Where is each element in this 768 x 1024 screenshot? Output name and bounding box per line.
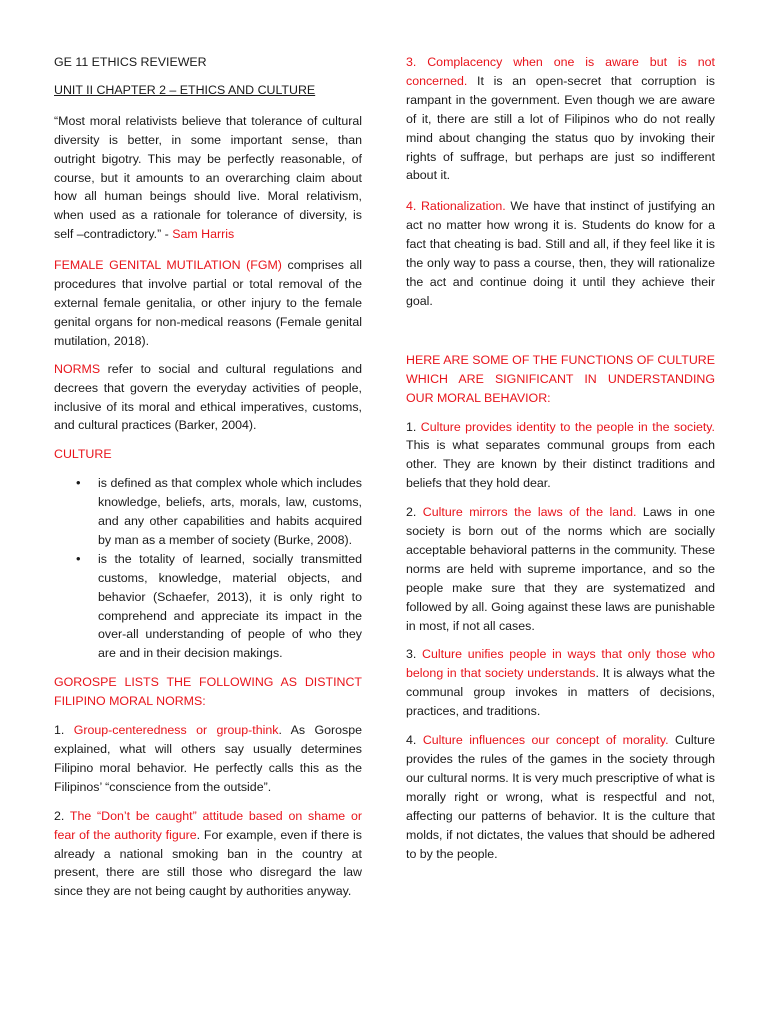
fgm-text: comprises all procedures that involve partial or total removal of the external female genitalia, or other injury to the female genital organs for non-medical reasons (Female genital mutilation, 2018). [54, 258, 362, 348]
opening-quote [54, 112, 362, 244]
norm1-text: . As Gorospe explained, what will others say usually determines Filipino moral behavior. He perfectly calls this as the Filipinos’ “conscience from the outside”. [54, 723, 362, 794]
gorospe-heading: GOROSPE LISTS THE FOLLOWING AS DISTINCT FILIPINO MORAL NORMS: [54, 675, 362, 709]
unit-heading: UNIT II CHAPTER 2 – ETHICS AND CULTURE [54, 82, 316, 97]
norm4-text: We have that instinct of justifying an act no matter how wrong it is. Students do know for a fact that cheating is bad. Still and all, if they feel like it is the only way to pass a course, then, they will rationalize the act and continue doing it until they achieve their goal. [406, 199, 715, 308]
func4-text: Culture provides the rules of the games in the society through our cultural norms. It is very much prescriptive of what is morally right or wrong, what is respectful and not, affecting our patterns of behavior. It is the culture that molds, if not dictates, the values that should be adhered to by the people. [406, 733, 715, 861]
norm2-text: . For example, even if there is already a national smoking ban in the country at present, there are still those who disregard the law since they are not being caught by authorities anyway. [54, 827, 363, 899]
right-column [406, 53, 715, 863]
document-title: GE 11 ETHICS REVIEWER [54, 55, 207, 69]
norms-text: refer to social and cultural regulations and decrees that govern the everyday activities of people, inclusive of its moral and ethical imperatives, customs, and cultural practices (Barker, 2004). [54, 361, 362, 433]
fgm-term: FEMALE GENITAL MUTILATION (FGM) [54, 258, 282, 273]
norms-term: NORMS [54, 361, 101, 376]
functions-heading: HERE ARE SOME OF THE FUNCTIONS OF CULTURE WHICH ARE SIGNIFICANT IN UNDERSTANDING OUR MORAL BEHAVIOR: [406, 352, 715, 405]
norm2-term: The “Don’t be caught” attitude based on shame or fear of the authority figure [54, 808, 362, 842]
culture-function-2 [406, 503, 715, 635]
left-column [54, 53, 362, 901]
norms-definition [54, 360, 362, 436]
culture-bullet: • is defined as that complex whole which includes knowledge, beliefs, arts, morals, law, customs, and any other capabilities and habits acquired by man as a member of society (Burke, 2008). [54, 474, 362, 550]
norm1-num: 1. [54, 723, 74, 738]
moral-norm-2 [54, 807, 362, 902]
func1-num: 1. [406, 419, 421, 434]
moral-norm-4 [406, 197, 715, 310]
func3-term: Culture unifies people in ways that only those who belong in that society understands [406, 647, 715, 681]
func2-term: Culture mirrors the laws of the land. [422, 505, 637, 520]
norm3-term: 3. Complacency when one is aware but is not concerned. [406, 55, 715, 88]
func2-text: Laws in one society is born out of the norms which are socially acceptable behavioral patterns in the community. These norms are held with supreme importance, and so the people make sure that they are systematized and followed by all. Going against these laws are punishable in most, if not all cases. [406, 505, 716, 633]
func3-num: 3. [406, 647, 423, 662]
culture-bullet-list [54, 474, 362, 663]
moral-norm-3 [406, 53, 715, 185]
func1-term: Culture provides identity to the people in the society. [420, 419, 715, 434]
culture-heading: CULTURE [54, 447, 112, 462]
norm2-num: 2. [54, 808, 70, 823]
culture-function-1 [406, 418, 715, 494]
culture-function-3 [406, 645, 715, 721]
norm3-text: It is an open-secret that corruption is rampant in the government. Even though we are aware of it, there are still a lot of Filipinos who do not really mind about changing the status quo by invoking their rights of suffrage, but perhaps are just so indifferent about it. [406, 73, 715, 183]
moral-norm-1 [54, 721, 362, 797]
norm4-term: 4. Rationalization. [406, 199, 506, 214]
quote-text: “Most moral relativists believe that tolerance of cultural diversity is better, in some important sense, than outright bigotry. This may be perfectly reasonable, of course, but it amounts to an overarching claim about how all human beings should live. Moral relativism, when used as a rationale for tolerance of diversity, is self –contradictory.” - [54, 113, 362, 242]
func4-num: 4. [406, 733, 423, 748]
norm1-term: Group-centeredness or group-think [73, 723, 279, 738]
culture-bullet: • is the totality of learned, socially transmitted customs, knowledge, material objects, and behavior (Schaefer, 2013), it is only right to comprehend and appreciate its impact in the over-all understanding of people of who they are and in their decision makings. [54, 550, 362, 663]
func4-term: Culture influences our concept of morality. [422, 733, 669, 748]
culture-function-4 [406, 731, 715, 863]
func1-text: This is what separates communal groups from each other. They are known by their distinct traditions and beliefs that they hold dear. [406, 438, 715, 491]
quote-author: Sam Harris [172, 227, 235, 242]
fgm-definition [54, 256, 362, 351]
func2-num: 2. [406, 505, 423, 520]
func3-text: . It is always what the communal group invokes in matters of decisions, practices, and traditions. [406, 666, 715, 719]
